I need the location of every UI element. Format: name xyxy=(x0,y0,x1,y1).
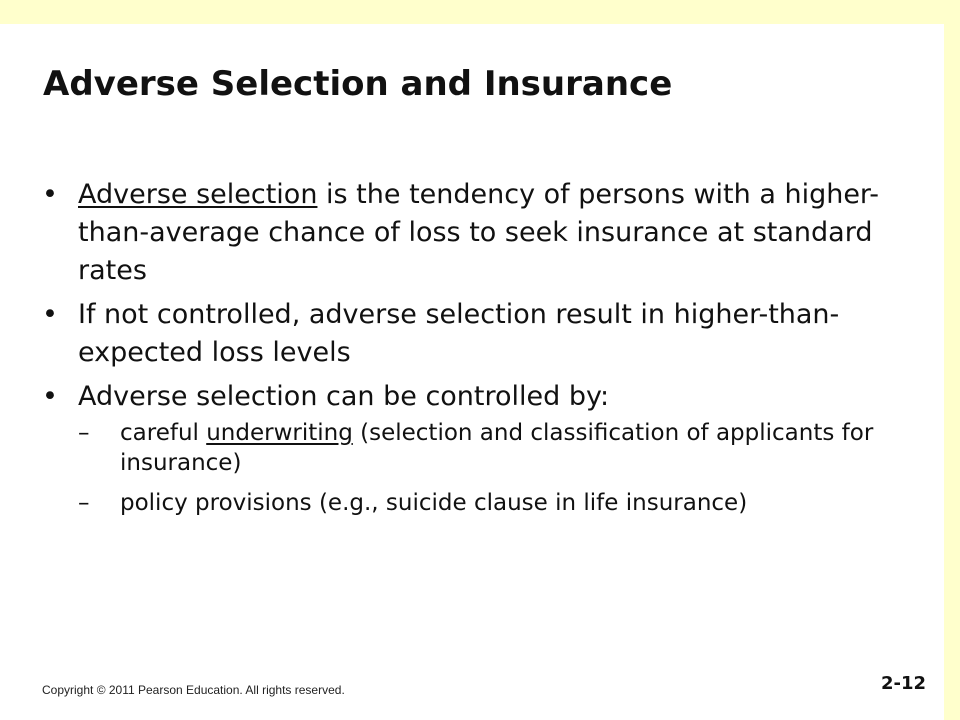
sub-bullet-text: policy provisions (e.g., suicide clause in life insurance) xyxy=(120,490,748,516)
sub-bullet-marker: – xyxy=(78,420,90,446)
bullet-marker: • xyxy=(42,179,58,210)
slide-title: Adverse Selection and Insurance xyxy=(43,64,673,104)
sub-bullet-list xyxy=(78,418,902,518)
bullet-not-controlled xyxy=(42,296,902,372)
sub-bullet-policy-provisions xyxy=(78,488,902,518)
slide-number: 2-12 xyxy=(880,673,926,694)
bullet-list xyxy=(42,176,902,528)
bullet-marker: • xyxy=(42,299,58,330)
bullet-text: is the tendency of persons with a higher-than-average chance of loss to seek insurance at standard rates xyxy=(78,179,880,286)
sub-bullet-suffix: (selection and classification of applicants for insurance) xyxy=(120,420,874,476)
bullet-marker: • xyxy=(42,381,58,412)
bullet-text: If not controlled, adverse selection result in higher-than-expected loss levels xyxy=(78,299,840,368)
bullet-adverse-selection-definition xyxy=(42,176,902,290)
sub-bullet-underwriting xyxy=(78,418,902,478)
underlined-term-adverse-selection: Adverse selection xyxy=(78,179,318,210)
sub-bullet-prefix: careful xyxy=(120,420,207,446)
bullet-controlled-by xyxy=(42,378,902,518)
sub-bullet-marker: – xyxy=(78,490,90,516)
underlined-term-underwriting: underwriting xyxy=(206,420,353,446)
copyright-notice: Copyright © 2011 Pearson Education. All rights reserved. xyxy=(42,683,345,697)
bullet-text: Adverse selection can be controlled by: xyxy=(78,381,610,412)
